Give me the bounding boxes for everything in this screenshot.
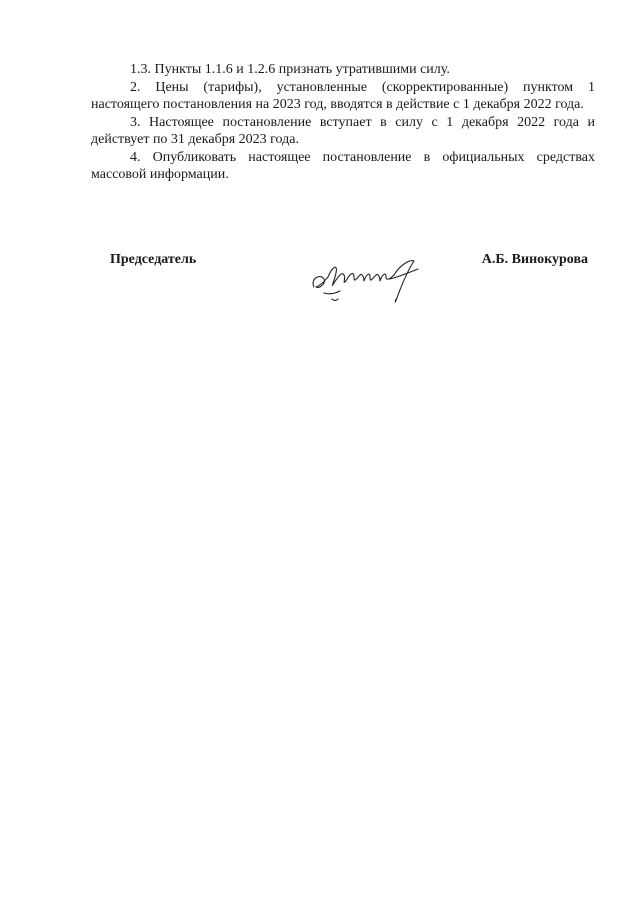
document-body	[91, 61, 595, 184]
signature-block	[110, 249, 588, 319]
signatory-name: А.Б. Винокурова	[481, 252, 588, 267]
paragraph-2: 2. Цены (тарифы), установленные (скорректированные) пунктом 1 настоящего постановления на 2023 год, вводятся в действие с 1 декабря 2022 года.	[91, 79, 595, 112]
handwritten-signature-icon	[306, 249, 426, 309]
paragraph-1-3: 1.3. Пункты 1.1.6 и 1.2.6 признать утратившими силу.	[130, 62, 450, 77]
paragraph-3: 3. Настоящее постановление вступает в силу с 1 декабря 2022 года и действует по 31 декабря 2023 года.	[91, 114, 595, 147]
signatory-role: Председатель	[110, 252, 197, 267]
paragraph-4: 4. Опубликовать настоящее постановление в официальных средствах массовой информации.	[91, 149, 595, 182]
